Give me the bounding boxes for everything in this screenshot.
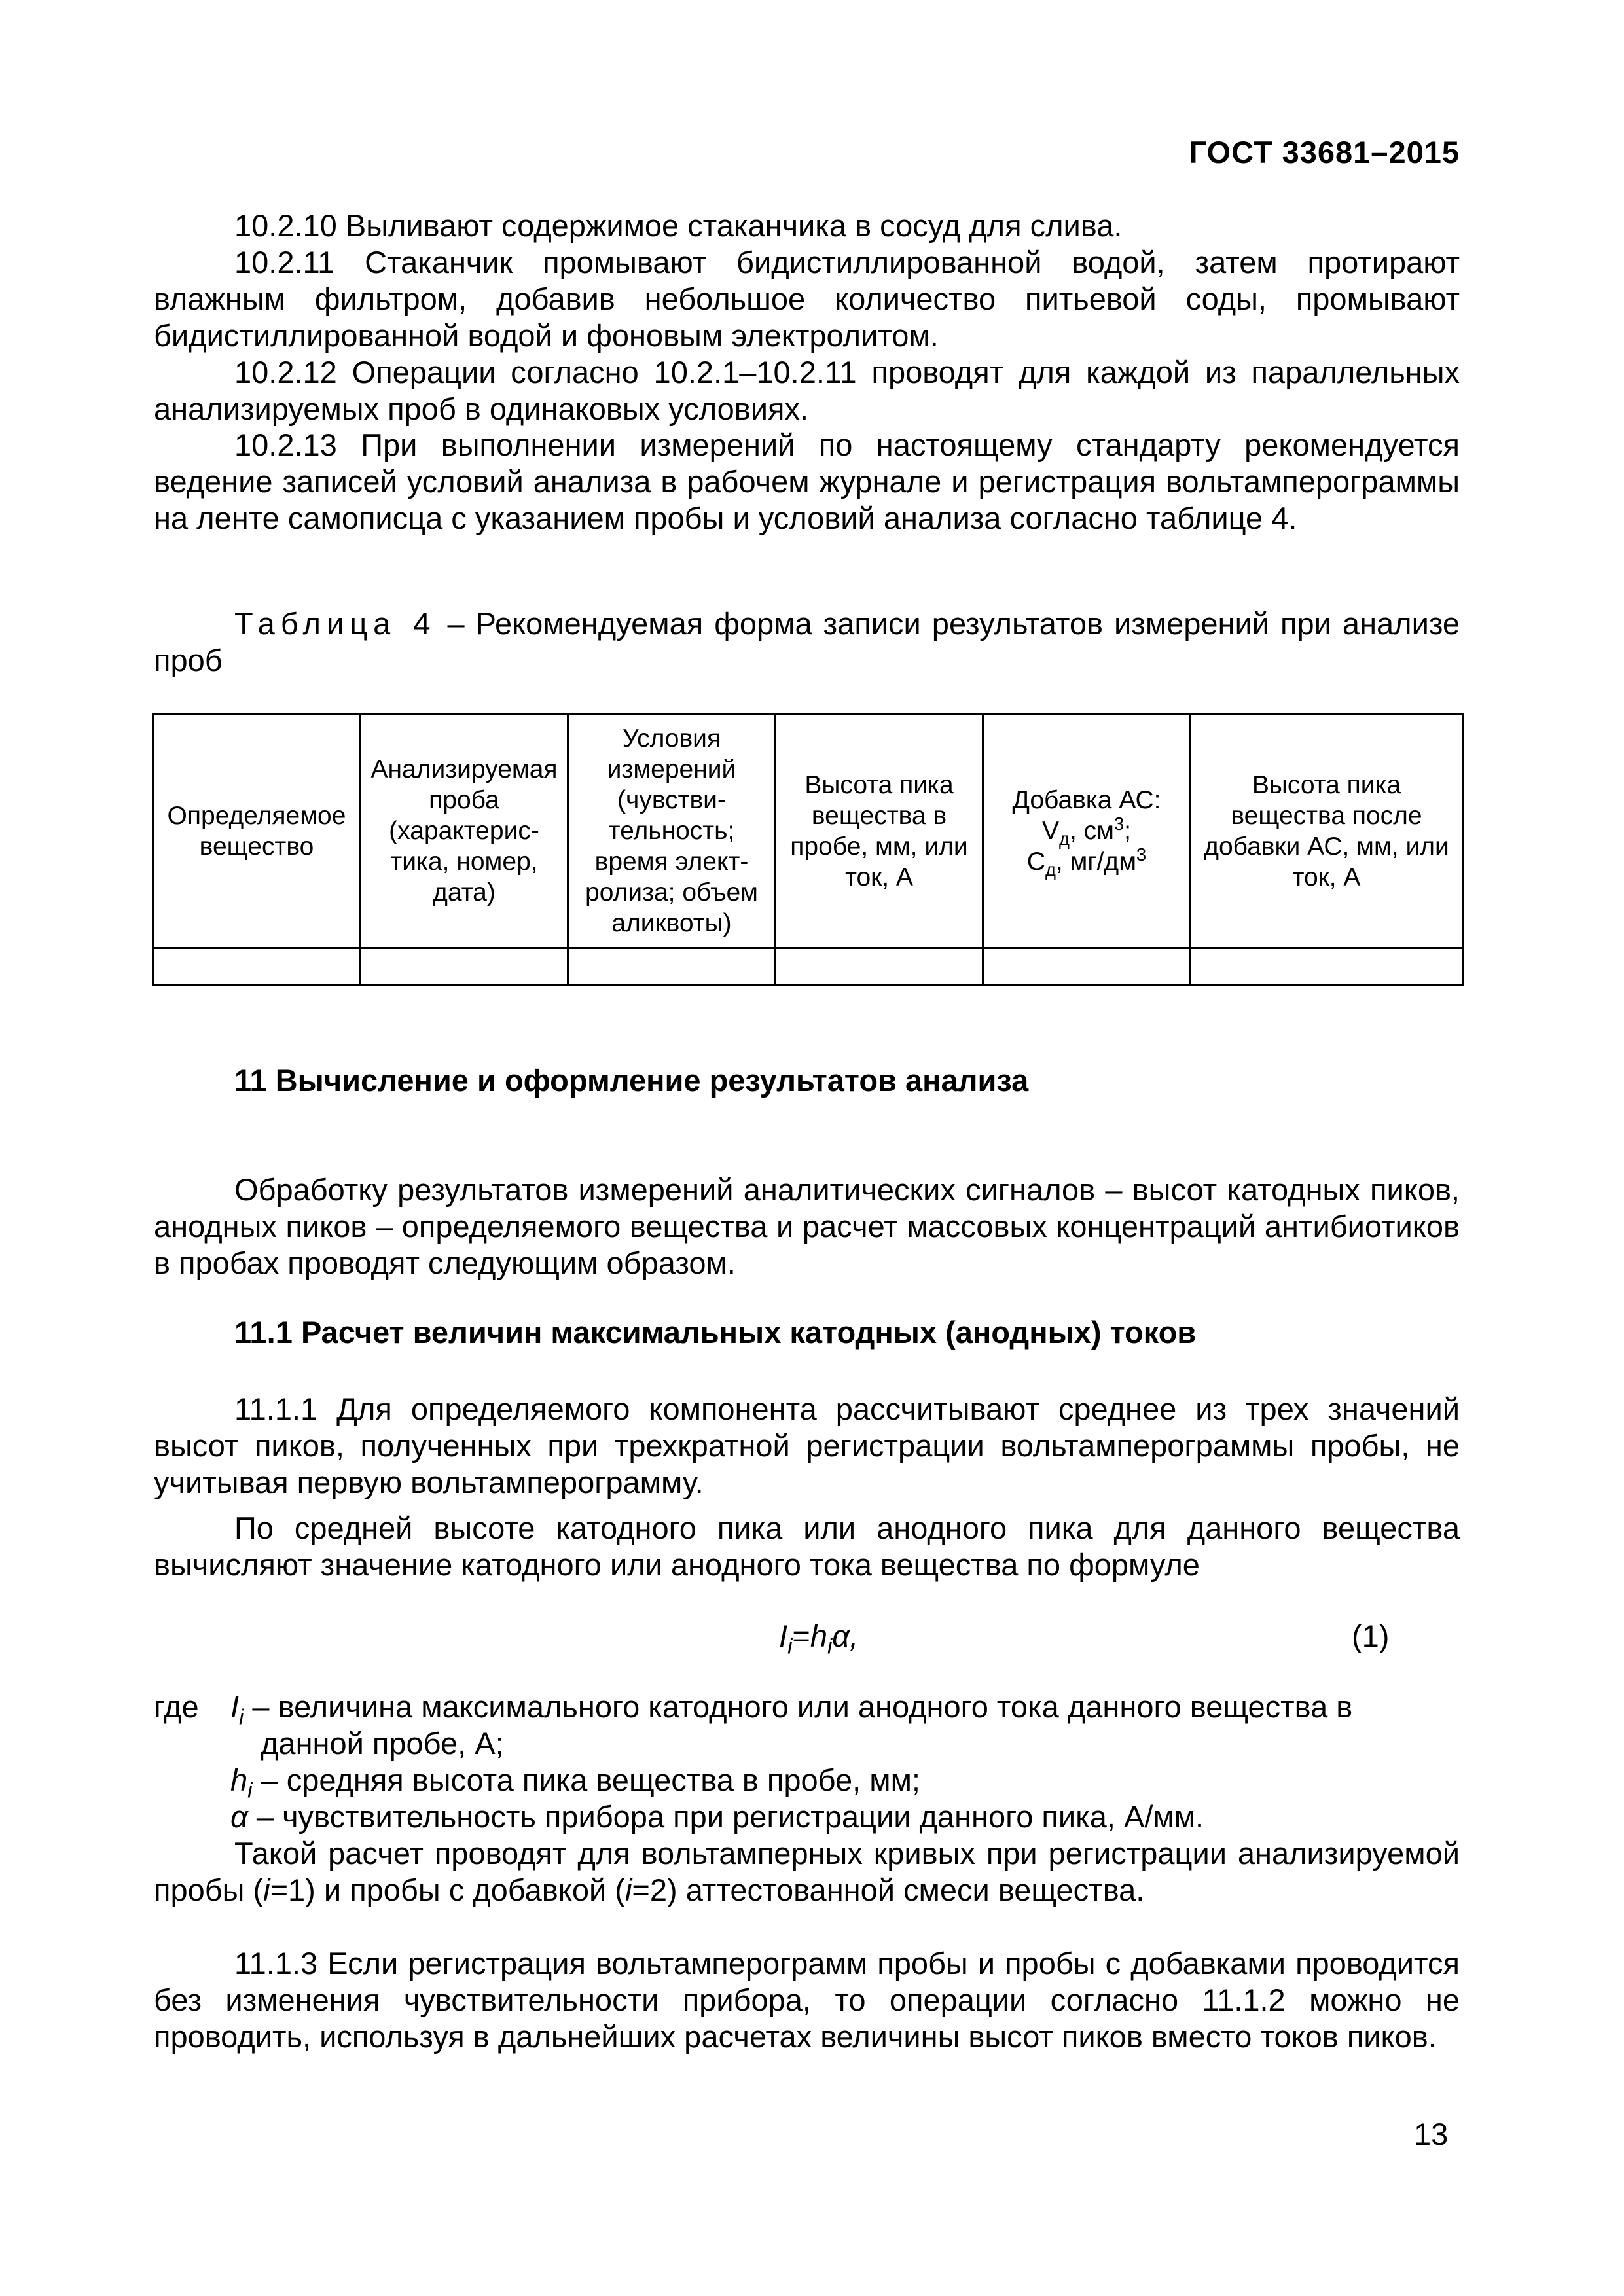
formula-number: (1): [1352, 1619, 1390, 1653]
definition-sensitivity: α – чувствительность прибора при регистрации данного пика, А/мм.: [230, 1799, 1204, 1834]
table-cell: [776, 948, 983, 985]
table-cell: [1191, 948, 1463, 985]
additive-volume: $V_д$, $см^3$;: [1042, 814, 1131, 849]
document-standard-header: ГОСТ 33681–2015: [1189, 135, 1460, 170]
column-header-peak-after-additive: Высота пика вещества после добавки АС, мм, или ток, А: [1191, 714, 1463, 948]
table-header-row: [153, 714, 1463, 948]
column-header-sample: Анализируемая проба (характерис-тика, номер, дата): [361, 714, 568, 948]
paragraph-10-2-11: 10.2.11 Стаканчик промывают бидистиллированной водой, затем протирают влажным фильтром, добавив небольшое количество питьевой соды, промывают бидистиллированной водой и фоновым электролитом.: [154, 245, 1460, 353]
paragraph-calculation-note: Такой расчет проводят для вольтамперных кривых при регистрации анализируемой пробы (i=1) и пробы с добавкой (i=2) аттестованной смеси вещества.: [154, 1836, 1460, 1907]
page-number: 13: [1414, 2117, 1449, 2151]
table-cell: [568, 948, 776, 985]
section-11-1-title: 11.1 Расчет величин максимальных катодных (анодных) токов: [234, 1315, 1197, 1350]
column-header-additive: [983, 714, 1191, 948]
column-header-substance: Определяемое вещество: [153, 714, 361, 948]
formula-1: $I_i=h_i\alpha$,: [779, 1619, 859, 1659]
section-11-title: 11 Вычисление и оформление результатов анализа: [234, 1063, 1029, 1098]
paragraph-10-2-12: 10.2.12 Операции согласно 10.2.1–10.2.11 проводят для каждой из параллельных анализируемых проб в одинаковых условиях.: [154, 355, 1460, 426]
paragraph-11-1-1: 11.1.1 Для определяемого компонента рассчитывают среднее из трех значений высот пиков, полученных при трехкратной регистрации вольтамперограммы пробы, не учитывая первую вольтамперограмму.: [154, 1391, 1460, 1499]
table-4-caption-text: – Рекомендуемая форма записи результатов измерений при анализе проб: [154, 606, 1460, 677]
column-header-peak-height: Высота пика вещества в пробе, мм, или ток, А: [776, 714, 983, 948]
definition-height: $h_i$ – средняя высота пика вещества в пробе, мм;: [230, 1763, 920, 1803]
table-4-caption-label: Таблица 4: [234, 606, 437, 641]
table-4: [152, 713, 1464, 986]
definition-current-continuation: данной пробе, А;: [261, 1726, 504, 1761]
additive-concentration: $С_д$, $мг/дм^3$: [1026, 844, 1147, 880]
paragraph-11-1-3: 11.1.3 Если регистрация вольтамперограмм пробы и пробы с добавками проводится без изменения чувствительности прибора, то операции согласно 11.1.2 можно не проводить, используя в дальнейших расчетах величины высот пиков вместо токов пиков.: [154, 1946, 1460, 2054]
column-header-conditions: Условия измерений (чувстви-тельность; время элект-ролиза; объем аликвоты): [568, 714, 776, 948]
table-cell: [983, 948, 1191, 985]
definition-current: $I_i$ – величина максимального катодного или анодного тока данного вещества в: [230, 1689, 1353, 1729]
table-cell: [361, 948, 568, 985]
paragraph-10-2-13: 10.2.13 При выполнении измерений по настоящему стандарту рекомендуется ведение записей условий анализа в рабочем журнале и регистрация вольтамперограммы на ленте самописца с указанием пробы и условий анализа согласно таблице 4.: [154, 427, 1460, 535]
paragraph-10-2-10: 10.2.10 Выливают содержимое стаканчика в сосуд для слива.: [234, 208, 1123, 243]
table-cell: [153, 948, 361, 985]
table-4-caption: [154, 605, 1460, 679]
section-11-intro: Обработку результатов измерений аналитических сигналов – высот катодных пиков, анодных пиков – определяемого вещества и расчет массовых концентраций антибиотиков в пробах проводят следующим образом.: [154, 1172, 1460, 1280]
table-row: [153, 948, 1463, 985]
additive-title: Добавка АС:: [1012, 786, 1161, 814]
where-word: где: [154, 1689, 199, 1724]
paragraph-formula-intro: По средней высоте катодного пика или анодного пика для данного вещества вычисляют значение катодного или анодного тока вещества по формуле: [154, 1511, 1460, 1582]
